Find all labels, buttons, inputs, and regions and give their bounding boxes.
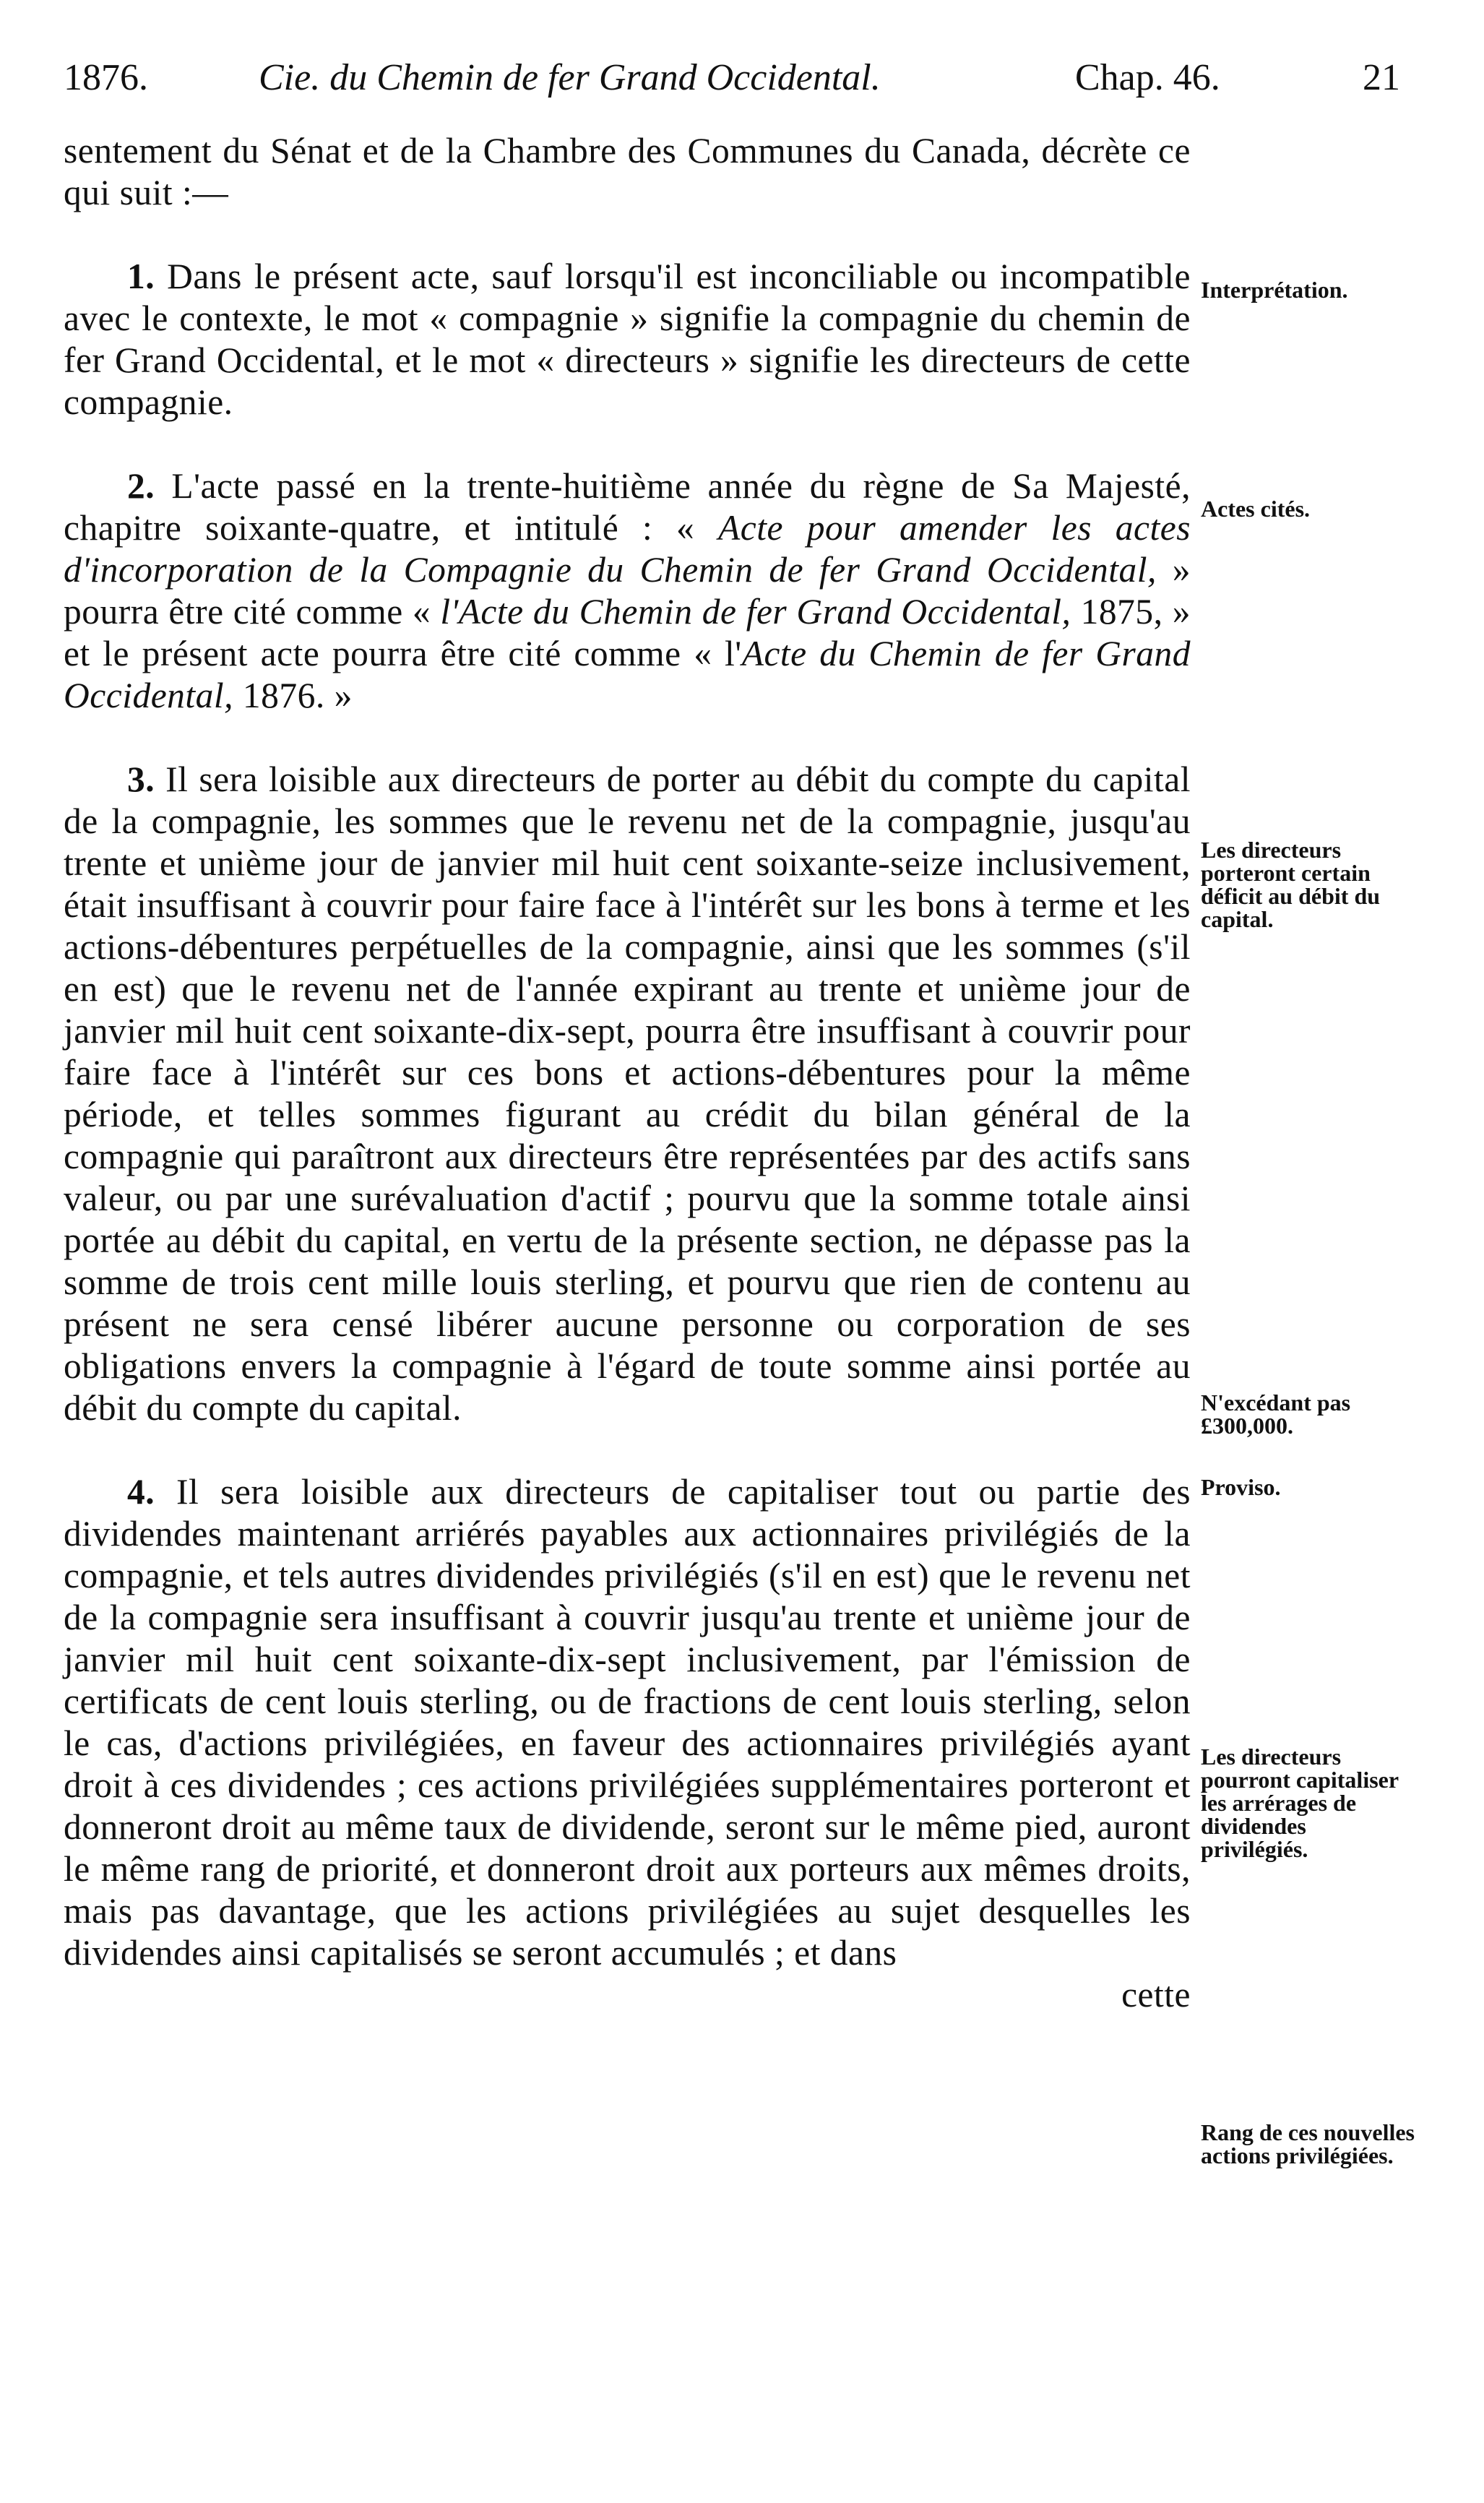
- act-title: Acte du Chemin de fer Grand Occidental,: [64, 634, 1191, 715]
- margin-note-plafond: N'excédant pas £300,000.: [1201, 1390, 1351, 1439]
- section-text: Il sera loisible aux directeurs de porter au débit du compte du capital de la compagnie, les sommes que le revenu net de la compagnie, jusqu'au trente et unième jour de janvier mil huit cent soixante-seize inclusivement, était insuffisant à couvrir pour faire face à l'intérêt sur les bons à terme et les actions-débentures perpétuelles de la compagnie, ainsi que les sommes (s'il en est) que le revenu net de l'année expirant au trente et unième jour de janvier mil huit cent soixante-dix-sept, pourra être insuffisant à couvrir pour faire face à l'intérêt sur ces bons et actions-débentures pour la même période, et telles sommes figurant au crédit du bilan général de la compagnie qui paraîtront aux directeurs être représentées par des actifs sans valeur, ou par une surévaluation d'actif ; pourvu que la somme totale ainsi portée au débit du capital, en vertu de la présente section, ne dépasse pas la somme de trois cent mille louis sterling, et pourvu que rien de contenu au présent ne sera censé libérer aucune personne ou corporation de ses obligations envers la compagnie à l'égard de toute somme ainsi portée au débit du compte du capital.: [64, 759, 1191, 1428]
- margin-note-rang: Rang de ces nouvelles actions privilégiées.: [1201, 2119, 1415, 2168]
- margin-note-interpretation: Interprétation.: [1201, 277, 1348, 303]
- margin-note-actes-cites: Actes cités.: [1201, 496, 1311, 522]
- section-4: [64, 1471, 1191, 1974]
- section-1: [64, 256, 1191, 423]
- running-header: [64, 49, 1400, 107]
- section-text: L'acte passé en la trente-huitième année du règne de Sa Majesté, chapitre soixante-quatre, et intitulé : «: [64, 466, 1191, 548]
- section-text: » pourra être cité comme «: [64, 550, 1191, 632]
- margin-note-arrerages: Les directeurs pourront capitaliser les arrérages de dividendes privilégiés.: [1201, 1744, 1399, 1862]
- section-text: 1875, » et le présent acte pourra être cité comme « l': [64, 592, 1191, 673]
- section-text: Dans le présent acte, sauf lorsqu'il est inconciliable ou incompatible avec le contexte, le mot « compagnie » signifie la compagnie du chemin de fer Grand Occidental, et le mot « directeurs » signifie les directeurs de cette compagnie.: [64, 257, 1191, 422]
- catchword: cette: [1121, 1975, 1191, 2015]
- act-title: l'Acte du Chemin de fer Grand Occidental,: [440, 592, 1071, 632]
- section-2: [64, 465, 1191, 717]
- header-year: 1876.: [64, 57, 148, 98]
- section-number: 3.: [127, 759, 155, 799]
- section-number: 1.: [127, 257, 155, 296]
- header-title: Cie. du Chemin de fer Grand Occidental.: [259, 57, 881, 98]
- margin-note-deficit: Les directeurs porteront certain déficit au débit du capital.: [1201, 837, 1381, 932]
- section-3: [64, 759, 1191, 1429]
- header-chapter: Chap. 46.: [1075, 57, 1220, 98]
- section-text: 1876. »: [233, 676, 353, 715]
- body-text: [64, 130, 1191, 2016]
- act-title: Acte pour amender les actes d'incorporation de la Compagnie du Chemin de fer Grand Occidental,: [64, 508, 1191, 590]
- section-text: Il sera loisible aux directeurs de capitaliser tout ou partie des dividendes maintenant arriérés payables aux actionnaires privilégiés de la compagnie, et tels autres dividendes privilégiés (s'il en est) que le revenu net de la compagnie sera insuffisant à couvrir jusqu'au trente et unième jour de janvier mil huit cent soixante-dix-sept inclusivement, par l'émission de certificats de cent louis sterling, ou de fractions de cent louis sterling, selon le cas, d'actions privilégiées, en faveur des actionnaires privilégiés ayant droit à ces dividendes ; ces actions privilégiées supplémentaires porteront et donneront droit au même taux de dividende, seront sur le même pied, auront le même rang de priorité, et donneront droit aux porteurs aux mêmes droits, mais pas davantage, que les actions privilégiées au sujet desquelles les dividendes ainsi capitalisés se seront accumulés ; et dans: [64, 1472, 1191, 1973]
- intro-paragraph: sentement du Sénat et de la Chambre des Communes du Canada, décrète ce qui suit :—: [64, 131, 1191, 212]
- section-number: 2.: [127, 466, 155, 506]
- page-number: 21: [1363, 57, 1400, 98]
- margin-note-proviso: Proviso.: [1201, 1474, 1281, 1500]
- section-number: 4.: [127, 1472, 155, 1512]
